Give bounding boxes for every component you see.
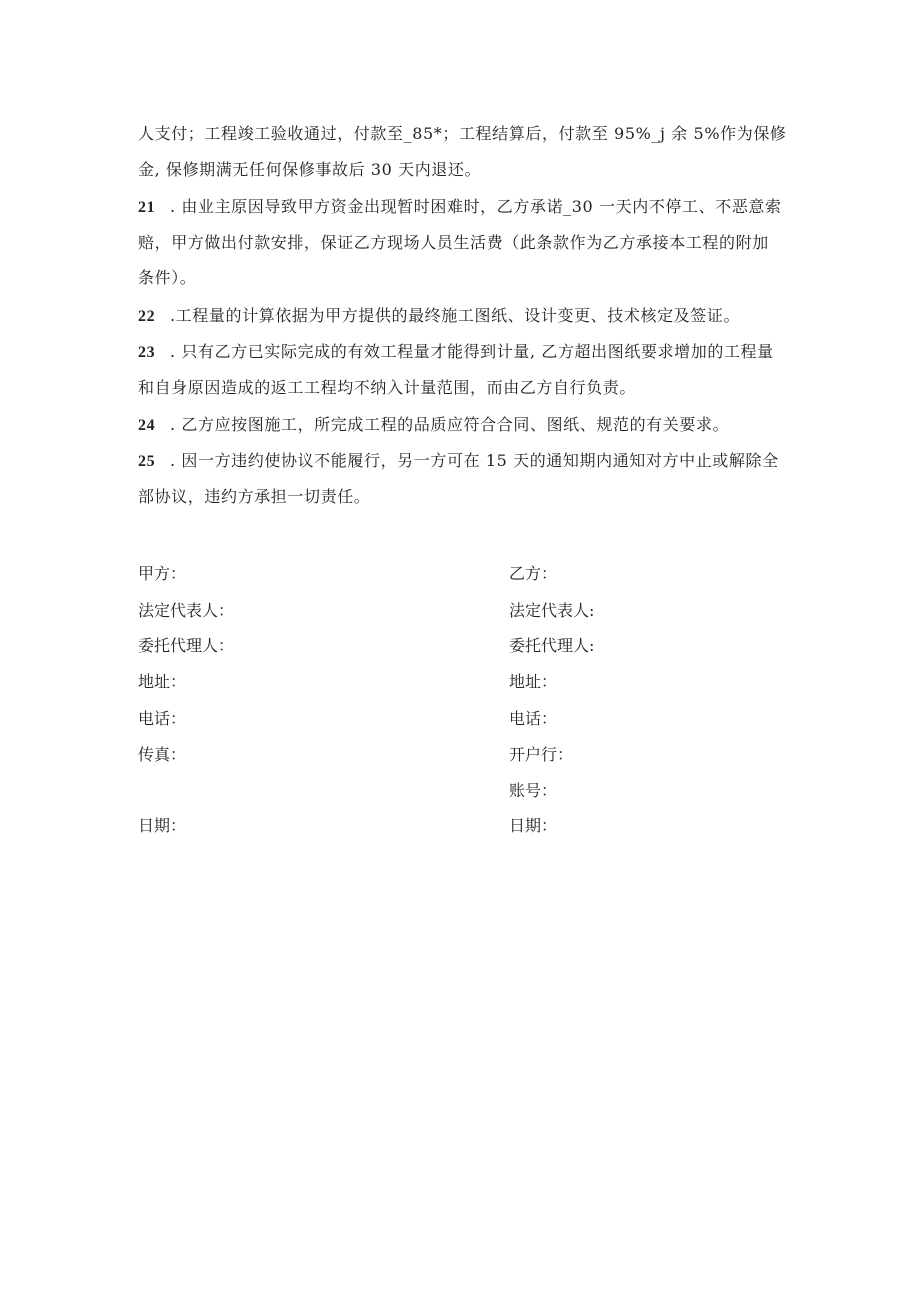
clause-22-text: .工程量的计算依据为甲方提供的最终施工图纸、设计变更、技术核定及签证。	[170, 306, 741, 325]
clause-22-number: 22	[138, 308, 156, 325]
party-a-phone: 电话：	[138, 709, 187, 728]
party-a-label: 甲方：	[138, 564, 187, 583]
clause-24-line-1	[138, 415, 729, 436]
clause-25-text: . 因一方违约使协议不能履行，另一方可在 15 天的通知期内通知对方中止或解除全	[170, 451, 779, 470]
clause-25-number: 25	[138, 453, 156, 470]
party-b-address: 地址：	[509, 672, 558, 691]
party-b-account-number: 账号：	[509, 781, 558, 800]
clause-21-text: . 由业主原因导致甲方资金出现暂时困难时，乙方承诺_30 一天内不停工、不恶意索	[170, 197, 782, 216]
clause-23-line-2: 和自身原因造成的返工工程均不纳入计量范围，而由乙方自行负责。	[138, 378, 637, 397]
party-a-address: 地址：	[138, 672, 187, 691]
clause-23-number: 23	[138, 344, 156, 361]
party-a-date: 日期：	[138, 816, 187, 835]
clause-23-text: . 只有乙方已实际完成的有效工程量才能得到计量, 乙方超出图纸要求增加的工程量	[170, 342, 774, 361]
party-b-legal-representative: 法定代表人:	[509, 601, 595, 620]
clause-24-number: 24	[138, 417, 156, 434]
party-a-fax: 传真：	[138, 745, 187, 764]
party-b-authorized-agent: 委托代理人:	[509, 636, 595, 655]
party-b-phone: 电话：	[509, 709, 558, 728]
clause-21-line-2: 赔，甲方做出付款安排，保证乙方现场人员生活费（此条款作为乙方承接本工程的附加	[138, 233, 769, 252]
party-b-bank: 开户行：	[509, 745, 574, 764]
clause-22-line-1	[138, 306, 740, 327]
clause-25-line-1	[138, 451, 779, 472]
clause-25-line-2: 部协议，违约方承担一切责任。	[138, 487, 371, 506]
clause-continuation-line-2: 金, 保修期满无任何保修事故后 30 天内退还。	[138, 160, 482, 179]
party-b-label: 乙方：	[509, 564, 558, 583]
clause-24-text: . 乙方应按图施工，所完成工程的品质应符合合同、图纸、规范的有关要求。	[170, 415, 730, 434]
party-b-date: 日期：	[509, 816, 558, 835]
clause-21-number: 21	[138, 199, 156, 216]
party-a-authorized-agent: 委托代理人：	[138, 636, 235, 655]
clause-21-line-3: 条件）。	[138, 268, 197, 287]
clause-continuation-line-1: 人支付；工程竣工验收通过，付款至_85*；工程结算后，付款至 95%_j 余 5%作为保修	[138, 124, 787, 143]
party-a-legal-representative: 法定代表人：	[138, 601, 235, 620]
clause-23-line-1	[138, 342, 774, 363]
clause-21-line-1	[138, 197, 782, 218]
